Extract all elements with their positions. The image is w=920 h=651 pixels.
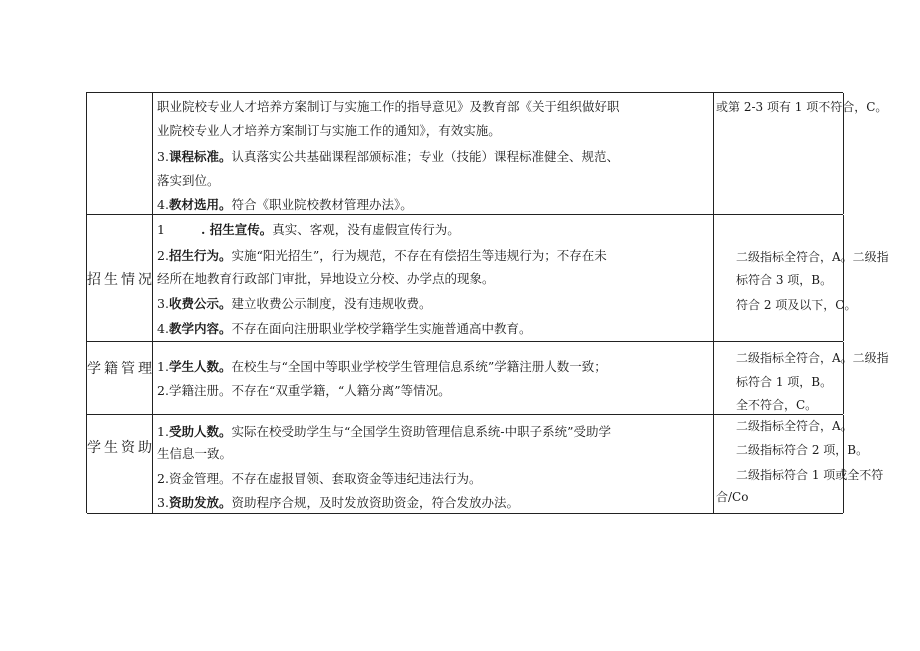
criteria-line: 生信息一致。 bbox=[157, 446, 233, 461]
category-cell bbox=[87, 415, 153, 513]
criteria-line: 落实到位。 bbox=[157, 173, 220, 188]
criteria-line: 业院校专业人才培养方案制订与实施工作的通知》，有效实施。 bbox=[157, 123, 501, 138]
criteria-line: 3.资助发放。资助程序合规，及时发放资助资金，符合发放办法。 bbox=[157, 495, 519, 510]
rating-line: 标符合 1 项，B。 bbox=[736, 375, 833, 389]
rating-cell bbox=[714, 93, 888, 214]
category-cell bbox=[87, 342, 153, 414]
rating-line: 二级指标符合 2 项，B。 bbox=[736, 443, 869, 457]
criteria-line: 1.学生人数。在校生与“全国中等职业学校学生管理信息系统”学籍注册人数一致； bbox=[157, 359, 607, 374]
criteria-line: 2.资金管理。不存在虚报冒领、套取资金等违纪违法行为。 bbox=[157, 471, 482, 486]
rating-line: 标符合 3 项，B。 bbox=[736, 273, 833, 287]
criteria-line: 职业院校专业人才培养方案制订与实施工作的指导意见》及教育部《关于组织做好职 bbox=[157, 99, 620, 114]
rating-line: 二级指标全符合，A。二级指 bbox=[736, 351, 889, 365]
criteria-line: 4.教材选用。符合《职业院校教材管理办法》。 bbox=[157, 197, 413, 212]
rating-cell bbox=[714, 342, 889, 414]
criteria-line: 1 . 招生宣传。真实、客观，没有虚假宣传行为。 bbox=[157, 222, 460, 237]
criteria-cell bbox=[153, 342, 714, 414]
rating-line: 二级指标全符合，A。二级指 bbox=[736, 250, 889, 264]
criteria-line: 经所在地教育行政部门审批，异地设立分校、办学点的现象。 bbox=[157, 271, 495, 286]
evaluation-table bbox=[86, 92, 889, 513]
criteria-cell bbox=[153, 215, 714, 341]
category-cell bbox=[87, 93, 153, 214]
category-label: 招生情况 bbox=[87, 272, 155, 288]
category-label: 学生资助 bbox=[87, 440, 155, 456]
criteria-line: 3.收费公示。建立收费公示制度，没有违规收费。 bbox=[157, 296, 432, 311]
category-cell bbox=[87, 215, 153, 341]
rating-line: 或第 2-3 项有 1 项不符合，C。 bbox=[716, 100, 888, 114]
criteria-line: 1.受助人数。实际在校受助学生与“全国学生资助管理信息系统-中职子系统”受助学 bbox=[157, 424, 611, 439]
criteria-line: 2.学籍注册。不存在“双重学籍，“人籍分离”等情况。 bbox=[157, 383, 451, 398]
rating-line: 全不符合，C。 bbox=[736, 398, 818, 412]
table-row bbox=[87, 415, 884, 514]
criteria-line: 2.招生行为。实施“阳光招生”，行为规范，不存在有偿招生等违规行为；不存在未 bbox=[157, 248, 607, 263]
rating-line: 合/Co bbox=[716, 490, 749, 504]
rating-cell bbox=[714, 215, 889, 341]
criteria-cell bbox=[153, 93, 714, 214]
table-row bbox=[87, 342, 889, 415]
table-row bbox=[87, 93, 888, 215]
criteria-line: 4.教学内容。不存在面向注册职业学校学籍学生实施普通高中教育。 bbox=[157, 321, 532, 336]
criteria-line: 3.课程标准。认真落实公共基础课程部颁标准；专业（技能）课程标准健全、规范、 bbox=[157, 149, 619, 164]
criteria-cell bbox=[153, 415, 714, 513]
table-row bbox=[87, 215, 889, 342]
rating-line: 二级指标全符合，A。 bbox=[736, 419, 853, 433]
rating-cell bbox=[714, 415, 884, 513]
rating-line: 二级指标符合 1 项或全不符 bbox=[736, 468, 884, 482]
category-label: 学籍管理 bbox=[87, 361, 155, 377]
rating-line: 符合 2 项及以下，C。 bbox=[736, 298, 857, 312]
